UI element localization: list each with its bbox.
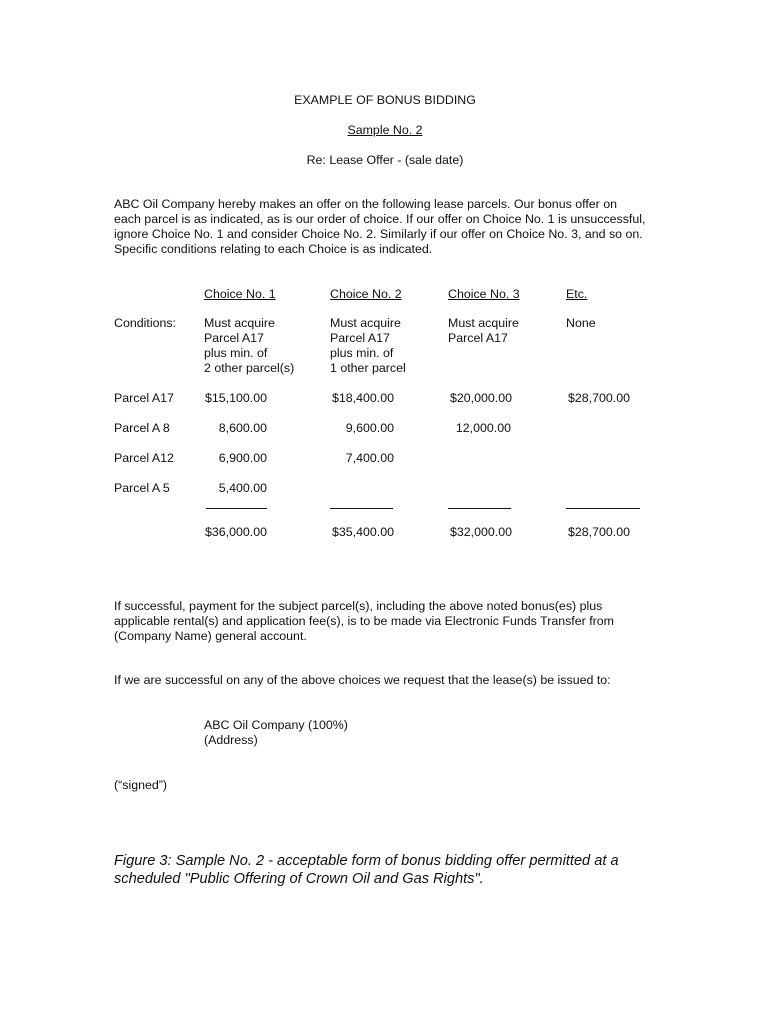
sum-line-choice-1 (206, 508, 267, 509)
total-choice-3: $32,000.00 (449, 525, 512, 539)
condition-line: 2 other parcel(s) (204, 361, 295, 375)
column-header-choice-1: Choice No. 1 (204, 287, 276, 301)
condition-line: plus min. of (330, 346, 394, 360)
row-label-a17: Parcel A17 (114, 391, 174, 405)
cell-a8-choice-2: 9,600.00 (345, 421, 394, 435)
condition-line: Must acquire (448, 316, 519, 330)
cell-a12-choice-2: 7,400.00 (345, 451, 394, 465)
condition-line: Parcel A17 (204, 331, 264, 345)
figure-caption (114, 852, 674, 888)
column-header-etc: Etc. (566, 287, 588, 301)
issue-to-company: ABC Oil Company (100%) (204, 718, 348, 732)
sum-line-etc (566, 508, 640, 509)
conditions-choice-1 (204, 316, 294, 376)
issue-to-block (204, 718, 348, 748)
intro-line: Specific conditions relating to each Choice is as indicated. (114, 242, 433, 256)
request-line: If we are successful on any of the above choices we request that the lease(s) be issued to: (114, 673, 611, 687)
conditions-choice-2 (330, 316, 406, 376)
condition-line: Must acquire (204, 316, 275, 330)
cell-a17-choice-2: $18,400.00 (331, 391, 394, 405)
row-label-a8: Parcel A 8 (114, 421, 170, 435)
cell-a8-choice-1: 8,600.00 (218, 421, 267, 435)
condition-line: 1 other parcel (330, 361, 406, 375)
total-etc: $28,700.00 (567, 525, 630, 539)
column-header-choice-3: Choice No. 3 (448, 287, 520, 301)
total-choice-2: $35,400.00 (331, 525, 394, 539)
caption-line: Figure 3: Sample No. 2 - acceptable form of bonus bidding offer permitted at a (114, 853, 619, 869)
cell-a8-choice-3: 12,000.00 (455, 421, 511, 435)
re-line: Re: Lease Offer - (sale date) (306, 153, 464, 167)
sample-number-text: Sample No. 2 (347, 123, 423, 137)
conditions-label: Conditions: (114, 316, 176, 330)
signed-line: (“signed”) (114, 778, 168, 792)
payment-line: (Company Name) general account. (114, 629, 307, 643)
conditions-choice-3 (448, 316, 519, 346)
conditions-etc (566, 316, 596, 331)
cell-a12-choice-1: 6,900.00 (218, 451, 267, 465)
column-header-choice-2: Choice No. 2 (330, 287, 402, 301)
caption-line: scheduled "Public Offering of Crown Oil and Gas Rights". (114, 871, 484, 887)
cell-a5-choice-1: 5,400.00 (218, 481, 267, 495)
condition-line: Parcel A17 (448, 331, 508, 345)
intro-line: ignore Choice No. 1 and consider Choice No. 2. Similarly if our offer on Choice No. 3, and so on. (114, 227, 643, 241)
payment-line: If successful, payment for the subject parcel(s), including the above noted bonus(es) plus (114, 599, 603, 613)
issue-to-address: (Address) (204, 733, 258, 747)
condition-line: Must acquire (330, 316, 401, 330)
row-label-a5: Parcel A 5 (114, 481, 170, 495)
cell-a17-choice-1: $15,100.00 (204, 391, 267, 405)
intro-paragraph (114, 197, 674, 257)
total-choice-1: $36,000.00 (204, 525, 267, 539)
document-title: EXAMPLE OF BONUS BIDDING (294, 93, 476, 107)
sum-line-choice-3 (448, 508, 511, 509)
row-label-a12: Parcel A12 (114, 451, 174, 465)
payment-paragraph (114, 599, 674, 644)
condition-line: None (566, 316, 596, 330)
cell-a17-etc: $28,700.00 (567, 391, 630, 405)
payment-line: applicable rental(s) and application fee(s), is to be made via Electronic Funds Transfer from (114, 614, 614, 628)
sample-number (0, 123, 770, 138)
condition-line: Parcel A17 (330, 331, 390, 345)
sum-line-choice-2 (330, 508, 393, 509)
intro-line: each parcel is as indicated, as is our order of choice. If our offer on Choice No. 1 is unsuccessful, (114, 212, 646, 226)
condition-line: plus min. of (204, 346, 268, 360)
cell-a17-choice-3: $20,000.00 (449, 391, 512, 405)
intro-line: ABC Oil Company hereby makes an offer on the following lease parcels. Our bonus offer on (114, 197, 618, 211)
